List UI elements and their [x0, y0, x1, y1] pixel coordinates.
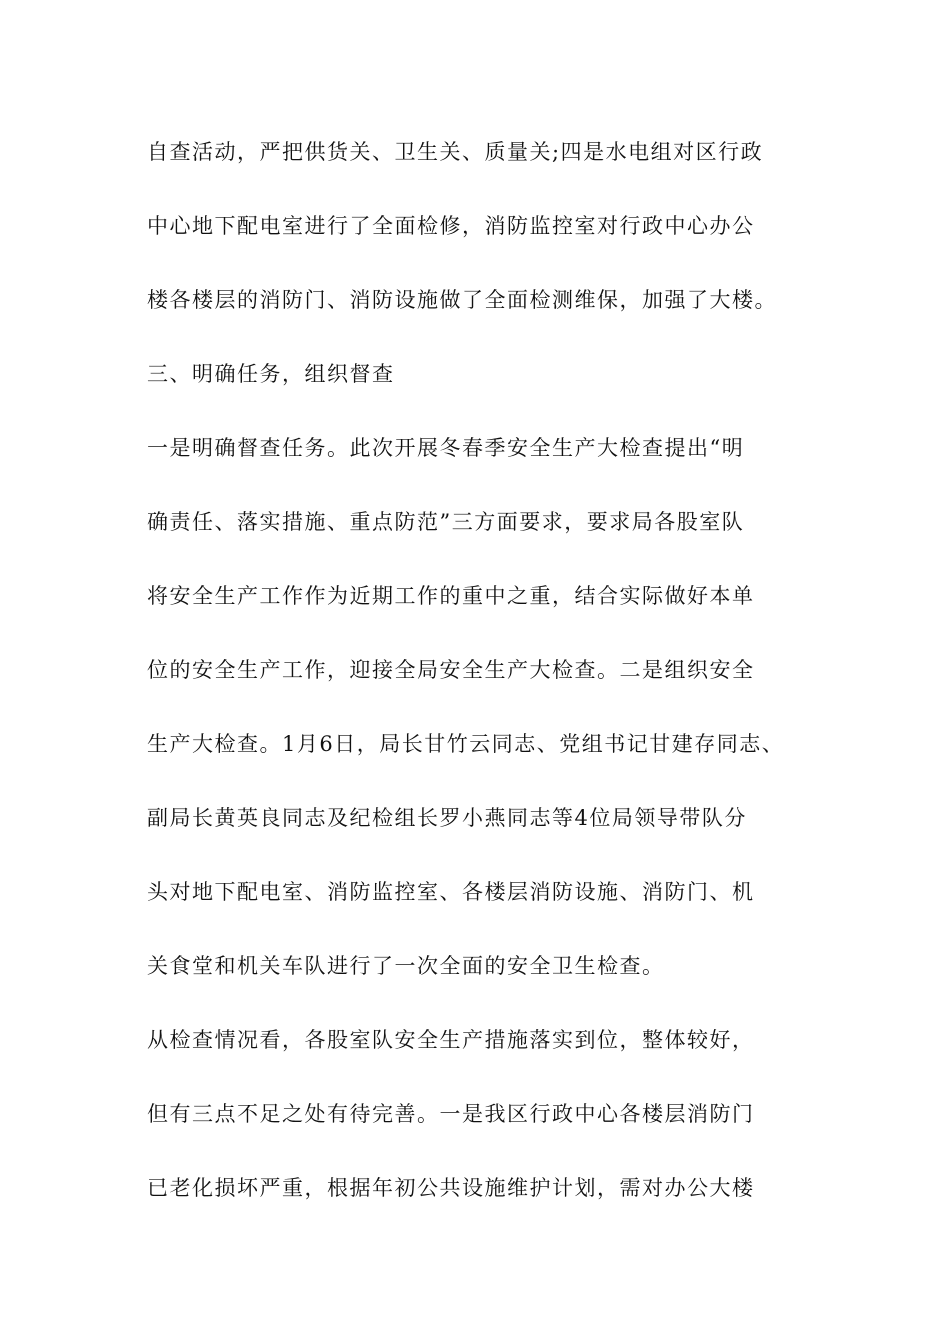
document-body: [147, 127, 817, 1237]
text-line: 从检查情况看，各股室队安全生产措施落实到位，整体较好，: [147, 1028, 755, 1052]
section-heading: 三、明确任务，组织督查: [147, 362, 395, 386]
text-line: 已老化损坏严重，根据年初公共设施维护计划，需对办公大楼: [147, 1176, 755, 1200]
text-line: 位的安全生产工作，迎接全局安全生产大检查。二是组织安全: [147, 658, 755, 682]
text-line: 头对地下配电室、消防监控室、各楼层消防设施、消防门、机: [147, 880, 755, 904]
text-line: 关食堂和机关车队进行了一次全面的安全卫生检查。: [147, 954, 665, 978]
text-line: 副局长黄英良同志及纪检组长罗小燕同志等4位局领导带队分: [147, 806, 747, 830]
text-line: 中心地下配电室进行了全面检修，消防监控室对行政中心办公: [147, 214, 755, 238]
text-line: 一是明确督查任务。此次开展冬春季安全生产大检查提出“明: [147, 436, 745, 460]
text-line: 楼各楼层的消防门、消防设施做了全面检测维保，加强了大楼。: [147, 288, 777, 312]
text-line: 生产大检查。1月6日，局长甘竹云同志、党组书记甘建存同志、: [147, 732, 785, 756]
text-line: 将安全生产工作作为近期工作的重中之重，结合实际做好本单: [147, 584, 755, 608]
text-line: 但有三点不足之处有待完善。一是我区行政中心各楼层消防门: [147, 1102, 755, 1126]
text-line: 确责任、落实措施、重点防范”三方面要求，要求局各股室队: [147, 510, 745, 534]
text-line: 自查活动，严把供货关、卫生关、质量关;四是水电组对区行政: [147, 140, 764, 164]
